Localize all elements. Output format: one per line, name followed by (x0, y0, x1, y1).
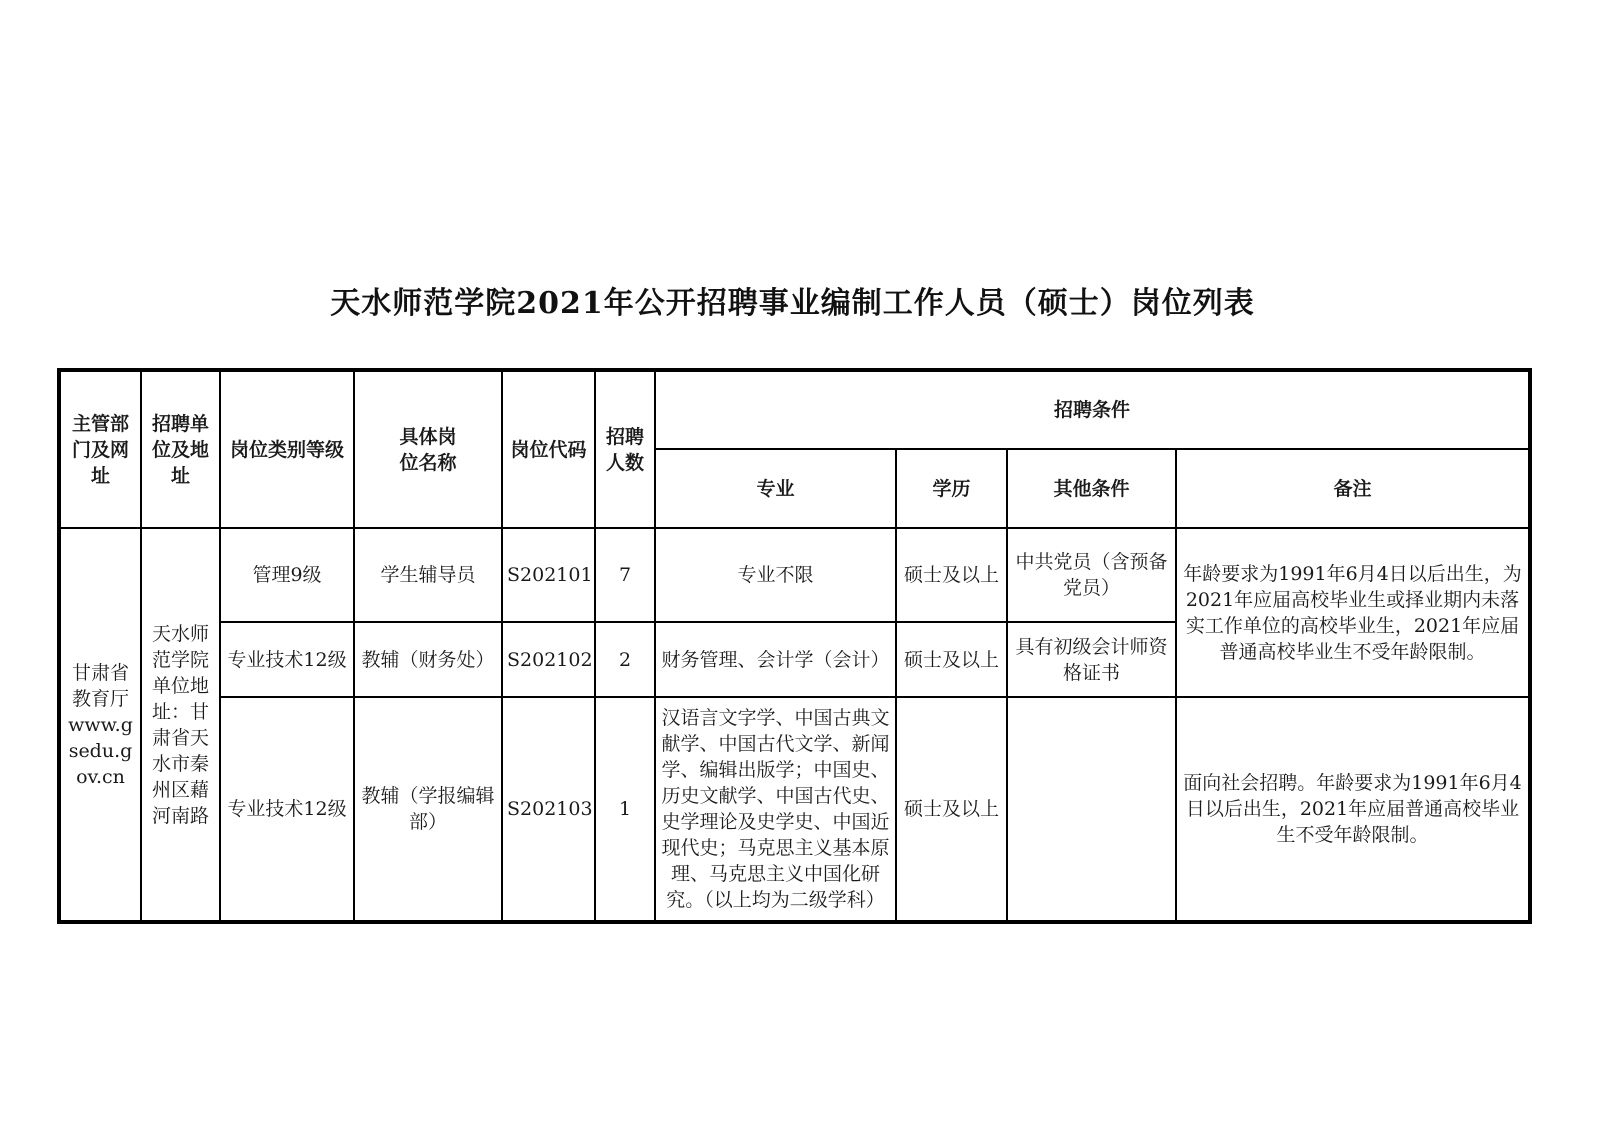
cell-r1-major: 专业不限 (655, 528, 896, 622)
cell-r2-other: 具有初级会计师资格证书 (1007, 622, 1176, 697)
header-cell-major: 专业 (655, 449, 896, 528)
cell-r3-major: 汉语言文字学、中国古典文献学、中国古代文学、新闻学、编辑出版学；中国史、历史文献学、中国古代史、史学理论及史学史、中国近现代史；马克思主义基本原理、马克思主义中国化研究。（以上均为二级学科） (655, 697, 896, 922)
header-cell-count: 招聘人数 (595, 370, 655, 528)
cell-r1-other: 中共党员（含预备党员） (1007, 528, 1176, 622)
cell-r3-category: 专业技术12级 (220, 697, 354, 922)
header-cell-position (354, 370, 502, 528)
cell-r3-code: S202103 (502, 697, 595, 922)
cell-r1-position: 学生辅导员 (354, 528, 502, 622)
header-cell-category: 岗位类别等级 (220, 370, 354, 528)
header-cell-remark: 备注 (1176, 449, 1530, 528)
header-cell-degree: 学历 (896, 449, 1007, 528)
cell-r3-other (1007, 697, 1176, 922)
cell-r3-remark: 面向社会招聘。年龄要求为1991年6月4日以后出生，2021年应届普通高校毕业生不受年龄限制。 (1176, 697, 1530, 922)
cell-department-merged: 甘肃省教育厅www.gsedu.gov.cn (59, 528, 141, 922)
cell-remark-rows-1-2: 年龄要求为1991年6月4日以后出生，为2021年应届高校毕业生或择业期内未落实工作单位的高校毕业生，2021年应届普通高校毕业生不受年龄限制。 (1176, 528, 1530, 697)
cell-r2-degree: 硕士及以上 (896, 622, 1007, 697)
cell-r1-degree: 硕士及以上 (896, 528, 1007, 622)
table-row-3 (59, 697, 1530, 922)
cell-r1-count: 7 (595, 528, 655, 622)
cell-r3-degree: 硕士及以上 (896, 697, 1007, 922)
header-cell-employer: 招聘单位及地址 (141, 370, 220, 528)
cell-r3-count: 1 (595, 697, 655, 922)
table-body (59, 528, 1530, 922)
cell-r2-major: 财务管理、会计学（会计） (655, 622, 896, 697)
header-row-top (59, 370, 1530, 449)
header-cell-other: 其他条件 (1007, 449, 1176, 528)
cell-employer-merged: 天水师范学院单位地址：甘肃省天水市秦州区藉河南路 (141, 528, 220, 922)
cell-r2-code: S202102 (502, 622, 595, 697)
cell-r1-code: S202101 (502, 528, 595, 622)
cell-r2-count: 2 (595, 622, 655, 697)
cell-r1-category: 管理9级 (220, 528, 354, 622)
header-cell-position-label: 具体岗位名称 (399, 425, 457, 474)
cell-r2-category: 专业技术12级 (220, 622, 354, 697)
table-header (59, 370, 1530, 528)
header-cell-conditions-group: 招聘条件 (655, 370, 1530, 449)
cell-r3-position: 教辅（学报编辑部） (354, 697, 502, 922)
table-row-1 (59, 528, 1530, 622)
job-positions-table (57, 368, 1532, 924)
cell-r2-position: 教辅（财务处） (354, 622, 502, 697)
header-cell-department: 主管部门及网址 (59, 370, 141, 528)
page-title: 天水师范学院2021年公开招聘事业编制工作人员（硕士）岗位列表 (330, 286, 1255, 321)
header-cell-code: 岗位代码 (502, 370, 595, 528)
